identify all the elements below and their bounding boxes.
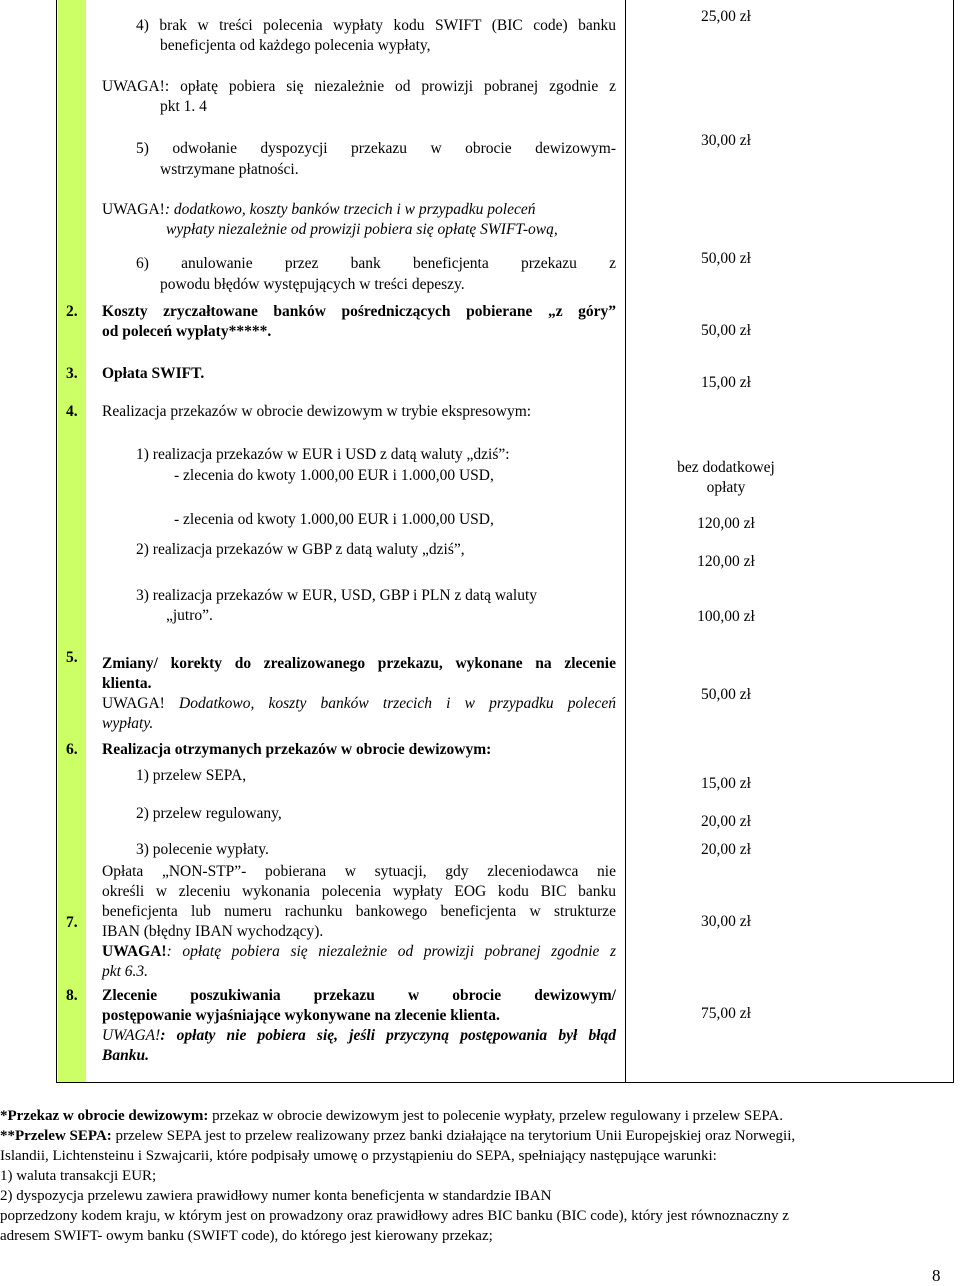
section-4-3-price: 100,00 zł: [697, 608, 755, 625]
section-4-1-price-line2: opłaty: [706, 479, 746, 496]
footnote-5: 2) dyspozycja przelewu zawiera prawidłowy numer konta beneficjenta w standardzie IBAN: [0, 1188, 552, 1204]
section-7-number: 7.: [66, 914, 78, 931]
section-8-price: 75,00 zł: [701, 1005, 751, 1022]
section-6-3-price: 20,00 zł: [701, 841, 751, 858]
section-4-1-line1: 1) realizacja przekazów w EUR i USD z datą waluty „dziś”:: [136, 446, 510, 463]
section-6-3-line: 3) polecenie wypłaty.: [136, 841, 269, 858]
uwaga-label: UWAGA!: [102, 695, 165, 712]
item-5-price: 30,00 zł: [701, 132, 751, 149]
footnote-2-term: **Przelew SEPA:: [0, 1128, 112, 1144]
section-7-note: : opłatę pobiera się niezależnie od prowizji pobranej zgodnie z: [166, 943, 616, 960]
uwaga-note-2-line1: [102, 200, 616, 220]
item-4-text-line1: 4) brak w treści polecenia wypłaty kodu SWIFT (BIC code) banku: [136, 17, 616, 34]
section-4-2-line: 2) realizacja przekazów w GBP z datą waluty „dziś”,: [136, 541, 465, 558]
section-5-price: 50,00 zł: [701, 686, 751, 703]
footnote-1: [0, 1106, 960, 1126]
section-5-note: Dodatkowo, koszty banków trzecich i w przypadku poleceń: [164, 695, 616, 712]
footnote-7: adresem SWIFT- owym banku (SWIFT code), do którego jest kierowany przekaz;: [0, 1228, 493, 1244]
section-3-line: Opłata SWIFT.: [102, 365, 205, 382]
section-2-line1: Koszty zryczałtowane banków pośredniczących pobierane „z góry”: [102, 303, 616, 320]
footnote-3: Islandii, Lichtensteinu i Szwajcarii, które podpisały umowę o przystąpieniu do SEPA, spełniający następujące warunki:: [0, 1148, 717, 1164]
item-5-text-line2: wstrzymane płatności.: [160, 161, 299, 178]
section-8-line2: postępowanie wyjaśniające wykonywane na zlecenie klienta.: [102, 1007, 500, 1024]
section-5-line1: Zmiany/ korekty do zrealizowanego przekazu, wykonane na zlecenie: [102, 655, 616, 672]
section-4-1-price-line1: bez dodatkowej: [677, 459, 775, 476]
uwaga-note-1-line2: pkt 1. 4: [160, 98, 207, 115]
section-8-line3: [102, 1026, 616, 1046]
item-6-text-line1: 6) anulowanie przez bank beneficjenta przekazu z: [136, 255, 616, 272]
section-5-line2: klienta.: [102, 675, 152, 692]
uwaga-note-2-text: : dodatkowo, koszty banków trzecich i w przypadku poleceń: [164, 201, 536, 218]
section-4-1-price2: 120,00 zł: [697, 515, 755, 532]
section-6-line: Realizacja otrzymanych przekazów w obrocie dewizowym:: [102, 741, 492, 758]
section-4-line: Realizacja przekazów w obrocie dewizowym w trybie ekspresowym:: [102, 403, 532, 420]
item-6-text-line2: powodu błędów występujących w treści depeszy.: [160, 276, 465, 293]
section-2-number: 2.: [66, 303, 78, 320]
footnote-1-text: przekaz w obrocie dewizowym jest to polecenie wypłaty, przelew regulowany i przelew SEPA.: [208, 1108, 783, 1124]
section-8-number: 8.: [66, 987, 78, 1004]
footnote-2: [0, 1126, 960, 1146]
section-7-line3: beneficjenta lub numeru rachunku bankowego beneficjenta w strukturze: [102, 903, 616, 920]
footnote-2-text: przelew SEPA jest to przelew realizowany przez banki działające na terytorium Unii Europejskiej oraz Norwegii,: [111, 1128, 796, 1144]
page-number: 8: [932, 1266, 941, 1285]
footnotes: [0, 1106, 960, 1246]
uwaga-label: UWAGA!: [102, 201, 165, 218]
footnote-6: poprzedzony kodem kraju, w którym jest on prowadzony oraz prawidłowy adres BIC banku (BIC code), który jest równoznaczny z: [0, 1208, 789, 1224]
section-6-1-line: 1) przelew SEPA,: [136, 767, 247, 784]
section-8-line4: Banku.: [102, 1047, 149, 1064]
section-6-2-price: 20,00 zł: [701, 813, 751, 830]
section-8-line1: Zlecenie poszukiwania przekazu w obrocie dewizowym/: [102, 987, 616, 1004]
section-4-number: 4.: [66, 403, 78, 420]
uwaga-note-1-line1: UWAGA!: opłatę pobiera się niezależnie od prowizji pobranej zgodnie z: [102, 78, 616, 95]
item-6-price: 50,00 zł: [701, 250, 751, 267]
section-4-1-line3: - zlecenia od kwoty 1.000,00 EUR i 1.000,00 USD,: [174, 511, 494, 528]
section-8-note: : opłaty nie pobiera się, jeśli przyczyną postępowania był błąd: [160, 1027, 616, 1044]
section-5-line4: wypłaty.: [102, 715, 154, 732]
section-7-line1: Opłata „NON-STP”- pobierana w sytuacji, gdy zleceniodawca nie: [102, 863, 616, 880]
section-3-price: 15,00 zł: [701, 374, 751, 391]
section-6-number: 6.: [66, 741, 78, 758]
item-4-text-line2: beneficjenta od każdego polecenia wypłaty,: [160, 37, 431, 54]
footnote-4: 1) waluta transakcji EUR;: [0, 1168, 157, 1184]
section-5-number: 5.: [66, 649, 78, 666]
section-4-3-line1: 3) realizacja przekazów w EUR, USD, GBP i PLN z datą waluty: [136, 587, 538, 604]
section-4-1-line2: - zlecenia do kwoty 1.000,00 EUR i 1.000,00 USD,: [174, 467, 494, 484]
uwaga-label: UWAGA!: [102, 1027, 161, 1044]
section-7-line2: określi w zleceniu wykonania polecenia wypłaty EOG kodu BIC banku: [102, 883, 616, 900]
footnote-1-term: *Przekaz w obrocie dewizowym:: [0, 1108, 209, 1124]
uwaga-label: UWAGA!: [102, 943, 167, 960]
item-5-text-line1: 5) odwołanie dyspozycji przekazu w obrocie dewizowym-: [136, 140, 616, 157]
item-4-price: 25,00 zł: [701, 8, 751, 25]
uwaga-note-2-line2: wypłaty niezależnie od prowizji pobiera się opłatę SWIFT-ową,: [166, 221, 558, 238]
section-7-line6: pkt 6.3.: [102, 963, 149, 980]
section-4-3-line2: „jutro”.: [166, 607, 213, 624]
section-2-price: 50,00 zł: [701, 322, 751, 339]
section-4-2-price: 120,00 zł: [697, 553, 755, 570]
section-5-line3: [102, 694, 616, 714]
section-7-line4: IBAN (błędny IBAN wychodzący).: [102, 923, 324, 940]
section-6-2-line: 2) przelew regulowany,: [136, 805, 282, 822]
section-2-line2: od poleceń wypłaty*****.: [102, 323, 272, 340]
section-7-price: 30,00 zł: [701, 913, 751, 930]
section-7-line5: [102, 942, 616, 962]
section-6-1-price: 15,00 zł: [701, 775, 751, 792]
section-3-number: 3.: [66, 365, 78, 382]
